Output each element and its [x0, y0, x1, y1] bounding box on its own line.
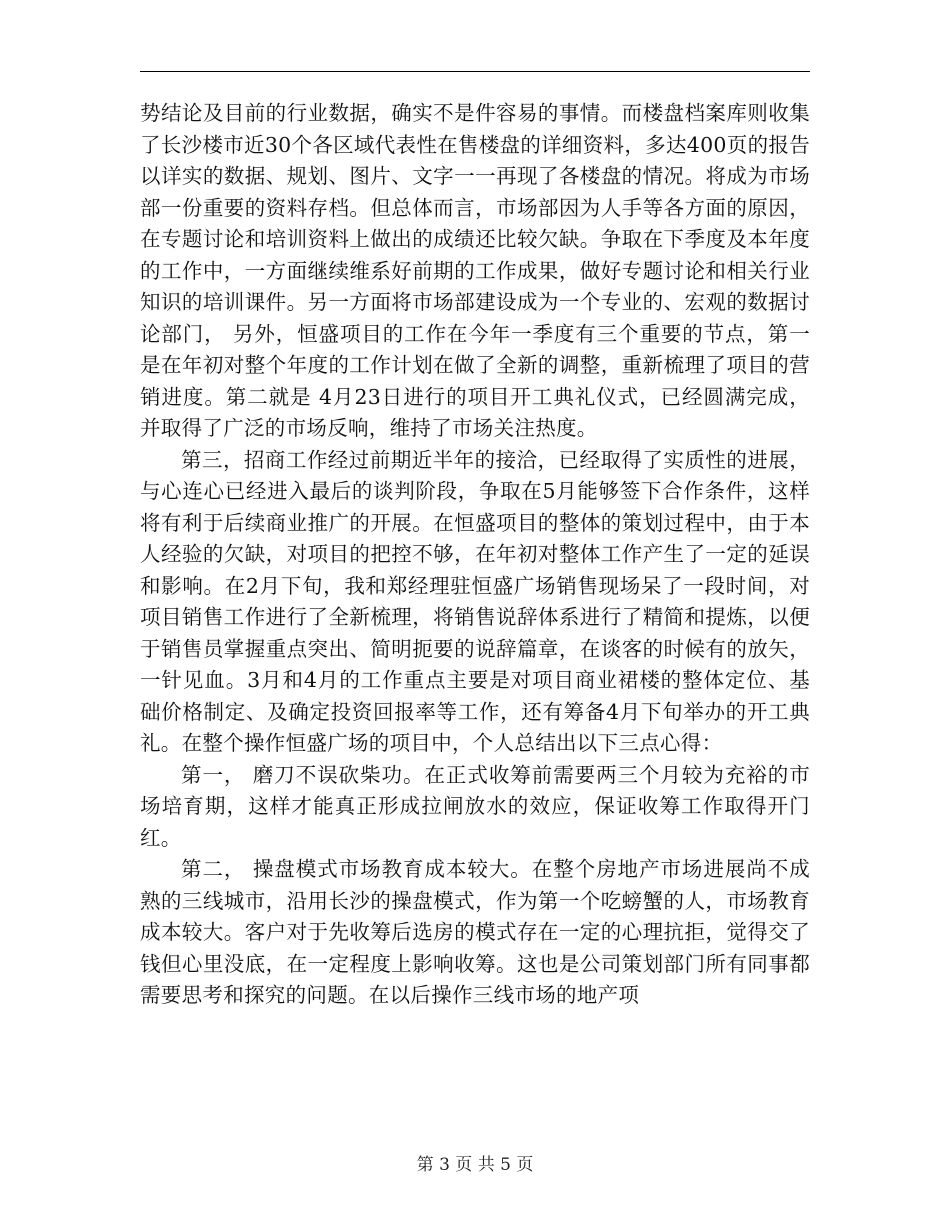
document-body [140, 98, 810, 1012]
paragraph: 第二， 操盘模式市场教育成本较大。在整个房地产市场进展尚不成熟的三线城市，沿用长沙的操盘模式，作为第一个吃螃蟹的人，市场教育成本较大。客户对于先收筹后选房的模式存在一定的心理抗拒，觉得交了钱但心里没底，在一定程度上影响收筹。这也是公司策划部门所有同事都需要思考和探究的问题。在以后操作三线市场的地产项 [140, 857, 810, 1007]
page-number-footer: 第 3 页 共 5 页 [416, 1155, 534, 1175]
paragraph: 势结论及目前的行业数据，确实不是件容易的事情。而楼盘档案库则收集了长沙楼市近30个各区域代表性在售楼盘的详细资料，多达400页的报告以详实的数据、规划、图片、文字一一再现了各楼盘的情况。将成为市场部一份重要的资料存档。但总体而言，市场部因为人手等各方面的原因，在专题讨论和培训资料上做出的成绩还比较欠缺。争取在下季度及本年度的工作中，一方面继续维系好前期的工作成果，做好专题讨论和相关行业知识的培训课件。另一方面将市场部建设成为一个专业的、宏观的数据讨论部门， 另外，恒盛项目的工作在今年一季度有三个重要的节点，第一是在年初对整个年度的工作计划在做了全新的调整，重新梳理了项目的营销进度。第二就是 4月23日进行的项目开工典礼仪式，已经圆满完成，并取得了广泛的市场反响，维持了市场关注热度。 [140, 101, 810, 440]
paragraph: 第一， 磨刀不误砍柴功。在正式收筹前需要两三个月较为充裕的市场培育期，这样才能真正形成拉闸放水的效应，保证收筹工作取得开门红。 [140, 762, 810, 850]
header-rule [140, 71, 810, 72]
paragraph: 第三，招商工作经过前期近半年的接洽，已经取得了实质性的进展，与心连心已经进入最后的谈判阶段，争取在5月能够签下合作条件，这样将有利于后续商业推广的开展。在恒盛项目的整体的策划过程中，由于本人经验的欠缺，对项目的把控不够，在年初对整体工作产生了一定的延误和影响。在2月下旬，我和郑经理驻恒盛广场销售现场呆了一段时间，对项目销售工作进行了全新梳理，将销售说辞体系进行了精简和提炼，以便于销售员掌握重点突出、简明扼要的说辞篇章，在谈客的时候有的放矢，一针见血。3月和4月的工作重点主要是对项目商业裙楼的整体定位、基础价格制定、及确定投资回报率等工作，还有筹备4月下旬举办的开工典礼。在整个操作恒盛广场的项目中，个人总结出以下三点心得： [140, 447, 810, 755]
